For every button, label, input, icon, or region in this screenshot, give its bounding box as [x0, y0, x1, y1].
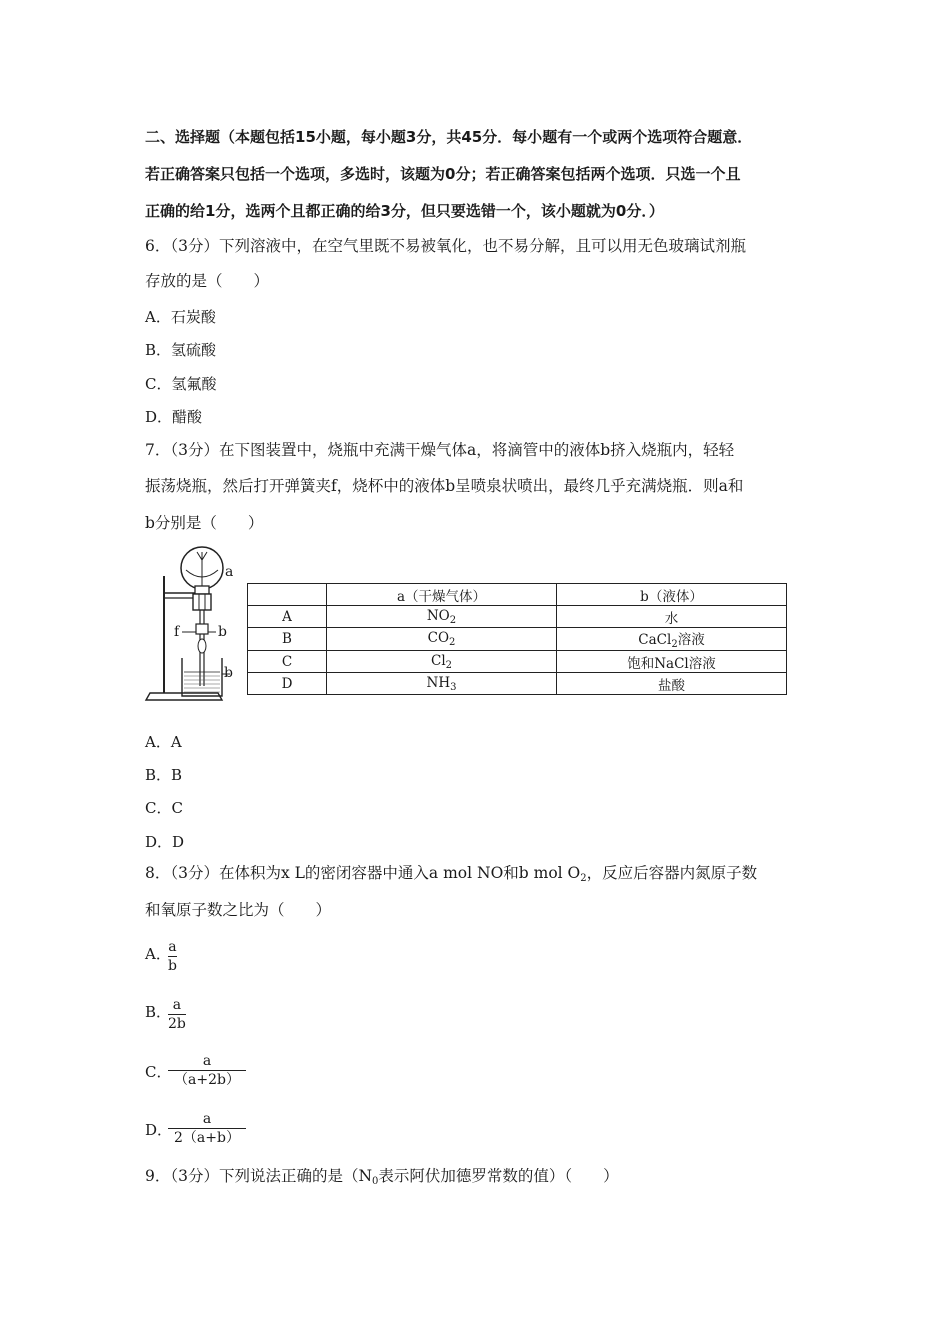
gas-cell: $NO_2$	[327, 606, 557, 628]
q7-gas-liquid-table	[247, 583, 787, 695]
table-row	[248, 628, 787, 651]
q8-option-d[interactable]: D．	[145, 1121, 173, 1139]
table-header-cell: a（干燥气体）	[327, 584, 557, 606]
q7-stem-line-2: 振荡烧瓶，然后打开弹簧夹f，烧杯中的液体b呈喷泉状喷出，最终几乎充满烧瓶．则a和	[145, 477, 744, 495]
figure-label-b-beaker: b	[224, 665, 233, 681]
row-label: C	[248, 651, 327, 673]
q6-option-c[interactable]: C．氢氟酸	[145, 375, 217, 393]
q9-stem: 9．（3分）下列说法正确的是（$N_0$表示阿伏加德罗常数的值）（ ）	[145, 1167, 619, 1187]
q7-option-c[interactable]: C．C	[145, 799, 183, 817]
liquid-cell: CaCl$_2$溶液	[557, 628, 787, 651]
q8-stem-line-2: 和氧原子数之比为（ ）	[145, 901, 332, 919]
table-header-cell	[248, 584, 327, 606]
table-header-row	[248, 584, 787, 606]
gas-cell: $NH_3$	[327, 673, 557, 695]
figure-label-a: a	[225, 564, 234, 580]
table-row	[248, 651, 787, 673]
q7-option-a[interactable]: A．A	[145, 733, 182, 751]
figure-label-f: f	[174, 624, 180, 640]
q7-stem-line-1: 7．（3分）在下图装置中，烧瓶中充满干燥气体a，将滴管中的液体b挤入烧瓶内，轻轻	[145, 441, 735, 459]
q6-stem-line-2: 存放的是（ ）	[145, 272, 270, 290]
table-row	[248, 673, 787, 695]
table-header-cell: b（液体）	[557, 584, 787, 606]
q8-option-c-fraction: a （a+2b）	[168, 1052, 246, 1089]
row-label: A	[248, 606, 327, 628]
q6-stem-line-1: 6．（3分）下列溶液中，在空气里既不易被氧化，也不易分解，且可以用无色玻璃试剂瓶	[145, 237, 746, 255]
section-header-line-2: 若正确答案只包括一个选项，多选时，该题为0分；若正确答案包括两个选项．只选一个且	[145, 165, 741, 183]
q6-option-b[interactable]: B．氢硫酸	[145, 341, 217, 359]
row-label: D	[248, 673, 327, 695]
q7-stem-line-3: b分别是（ ）	[145, 514, 264, 532]
liquid-cell: 水	[557, 606, 787, 628]
q8-option-c[interactable]: C．	[145, 1063, 172, 1081]
q7-option-b[interactable]: B．B	[145, 766, 183, 784]
liquid-cell: 盐酸	[557, 673, 787, 695]
figure-label-b-dropper: b	[218, 624, 227, 640]
gas-cell: $Cl_2$	[327, 651, 557, 673]
q7-option-d[interactable]: D．D	[145, 833, 185, 851]
table-row	[248, 606, 787, 628]
q8-option-d-fraction: a 2（a+b）	[168, 1110, 246, 1147]
q6-option-d[interactable]: D．醋酸	[145, 408, 203, 426]
q8-option-b[interactable]: B．	[145, 1003, 172, 1021]
section-header-line-3: 正确的给1分，选两个且都正确的给3分，但只要选错一个，该小题就为0分．）	[145, 202, 664, 220]
gas-cell: $CO_2$	[327, 628, 557, 651]
q6-option-a[interactable]: A．石炭酸	[145, 308, 216, 326]
liquid-cell: 饱和NaCl溶液	[557, 651, 787, 673]
q8-stem-line-1: 8．（3分）在体积为x L的密闭容器中通入a mol NO和b mol $O_2$，反应后容器内氮原子数	[145, 864, 758, 884]
q8-option-b-fraction: a 2b	[168, 997, 186, 1032]
section-header-line-1: 二、选择题（本题包括15小题，每小题3分，共45分．每小题有一个或两个选项符合题意．	[145, 128, 753, 146]
q8-option-a[interactable]: A．	[145, 945, 171, 963]
row-label: B	[248, 628, 327, 651]
q8-option-a-fraction: a b	[168, 939, 177, 974]
